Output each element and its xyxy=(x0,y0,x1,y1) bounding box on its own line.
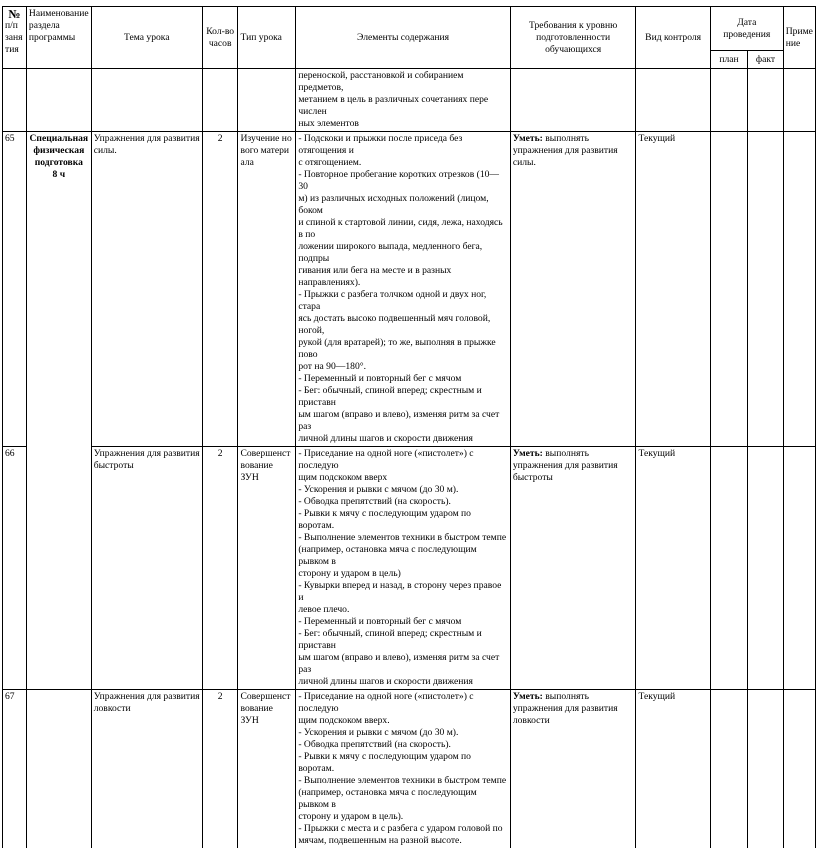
row-hours: 2 xyxy=(202,447,238,690)
header-num-sub: п/п заня тия xyxy=(5,20,24,56)
content-line: - Выполнение элементов техники в быстром темпе xyxy=(298,532,508,544)
content-line: - Рывки к мячу с последующим ударом по воротам. xyxy=(298,751,508,775)
cont-fact xyxy=(748,69,784,132)
content-line: рот на 90—180°. xyxy=(298,361,508,373)
content-line: - Прыжки с разбега толчком одной и двух ног, стара xyxy=(298,289,508,313)
content-line: - Приседание на одной ноге («пистолет») с последую xyxy=(298,448,508,472)
row-topic: Упражнения для развития силы. xyxy=(91,132,202,447)
content-line: ым шагом (вправо и влево), изменяя ритм за счет раз xyxy=(298,409,508,433)
header-control: Вид контроля xyxy=(636,7,710,69)
header-plan: план xyxy=(710,51,747,69)
header-lesson-type: Тип урока xyxy=(238,7,296,69)
content-line: - Переменный и повторный бег с мячом xyxy=(298,616,508,628)
cont-section xyxy=(26,69,91,132)
content-line: с отягощением. xyxy=(298,157,508,169)
row-topic: Упражнения для развития ловкости xyxy=(91,690,202,848)
table-row xyxy=(3,447,816,690)
row-content xyxy=(296,690,511,848)
header-num-symbol: № xyxy=(5,8,24,20)
table-row xyxy=(3,690,816,848)
content-line: - Подскоки и прыжки после приседа без отягощения и xyxy=(298,133,508,157)
section-name-cell xyxy=(26,132,91,690)
row-requirements xyxy=(510,447,636,690)
req-text: выполнять упражнения для развития быстроты xyxy=(513,448,618,483)
content-line: гивания или бега на месте и в разных направлениях). xyxy=(298,265,508,289)
content-line: личной длины шагов и скорости движения xyxy=(298,676,508,688)
cont-num xyxy=(3,69,27,132)
content-line: - Бег: обычный, спиной вперед; скрестным и приставн xyxy=(298,628,508,652)
content-line: ных элементов xyxy=(298,118,508,130)
header-topic: Тема урока xyxy=(91,7,202,69)
row-notes xyxy=(783,132,815,447)
section-name-line: Специальная xyxy=(29,133,89,145)
req-text: выполнять упражнения для развития силы. xyxy=(513,133,618,168)
content-line: сторону и ударом в цель). xyxy=(298,811,508,823)
cont-control xyxy=(636,69,710,132)
content-line: ым шагом (вправо и влево), изменяя ритм за счет раз xyxy=(298,652,508,676)
content-line: личной длины шагов и скорости движения xyxy=(298,433,508,445)
cont-req xyxy=(510,69,636,132)
content-line: - Переменный и повторный бег с мячом xyxy=(298,373,508,385)
row-content xyxy=(296,132,511,447)
req-label: Уметь: xyxy=(513,133,543,144)
content-line: рукой (для вратарей); то же, выполняя в прыжке пово xyxy=(298,337,508,361)
row-section-empty xyxy=(26,690,91,848)
row-num: 67 xyxy=(3,690,27,848)
row-fact xyxy=(748,447,784,690)
content-line: - Обводка препятствий (на скорость). xyxy=(298,496,508,508)
row-requirements xyxy=(510,690,636,848)
row-plan xyxy=(710,690,747,848)
row-requirements xyxy=(510,132,636,447)
row-control: Текущий xyxy=(636,132,710,447)
row-type: Совершенст вование ЗУН xyxy=(238,447,296,690)
continuation-row xyxy=(3,69,816,132)
row-notes xyxy=(783,690,815,848)
content-line: щим подскоком вверх. xyxy=(298,715,508,727)
cont-hours xyxy=(202,69,238,132)
row-topic: Упражнения для развития быстроты xyxy=(91,447,202,690)
row-content xyxy=(296,447,511,690)
row-plan xyxy=(710,447,747,690)
req-label: Уметь: xyxy=(513,691,543,702)
cont-topic xyxy=(91,69,202,132)
content-line: (например, остановка мяча с последующим рывком в xyxy=(298,787,508,811)
content-line: ясь достать высоко подвешенный мяч головой, ногой, xyxy=(298,313,508,337)
header-row xyxy=(3,7,816,51)
row-fact xyxy=(748,690,784,848)
req-label: Уметь: xyxy=(513,448,543,459)
content-line: ложении широкого выпада, медленного бега, подпры xyxy=(298,241,508,265)
content-line: метанием в цель в различных сочетаниях пере числен xyxy=(298,94,508,118)
section-name-line: 8 ч xyxy=(29,169,89,181)
header-notes: Приме ние xyxy=(783,7,815,69)
content-line: - Прыжки с места и с разбега с ударом головой по xyxy=(298,823,508,835)
section-name-line: физическая xyxy=(29,145,89,157)
content-line: мячам, подвешенным на разной высоте. xyxy=(298,835,508,847)
row-fact xyxy=(748,132,784,447)
content-line: (например, остановка мяча с последующим рывком в xyxy=(298,544,508,568)
table-row xyxy=(3,132,816,447)
cont-content xyxy=(296,69,511,132)
cont-plan xyxy=(710,69,747,132)
content-line: - Бег: обычный, спиной вперед; скрестным и приставн xyxy=(298,385,508,409)
row-type: Изучение но вого матери ала xyxy=(238,132,296,447)
content-line: - Ускорения и рывки с мячом (до 30 м). xyxy=(298,484,508,496)
header-section-name: Наименование раздела программы xyxy=(26,7,91,69)
row-notes xyxy=(783,447,815,690)
row-num: 65 xyxy=(3,132,27,447)
header-num xyxy=(3,7,27,69)
cont-type xyxy=(238,69,296,132)
section-name-line: подготовка xyxy=(29,157,89,169)
content-line: - Приседание на одной ноге («пистолет») с последую xyxy=(298,691,508,715)
content-line: переноской, расстановкой и собиранием предметов, xyxy=(298,70,508,94)
header-content-elements: Элементы содержания xyxy=(296,7,511,69)
content-line: щим подскоком вверх xyxy=(298,472,508,484)
header-date: Дата проведения xyxy=(710,7,783,51)
cont-notes xyxy=(783,69,815,132)
content-line: сторону и ударом в цель) xyxy=(298,568,508,580)
header-requirements: Требования к уровню подготовленности обучающихся xyxy=(510,7,636,69)
content-line: - Повторное пробегание коротких отрезков (10—30 xyxy=(298,169,508,193)
content-line: - Кувырки вперед и назад, в сторону через правое и xyxy=(298,580,508,604)
content-line: м) из различных исходных положений (лицом, боком xyxy=(298,193,508,217)
row-control: Текущий xyxy=(636,690,710,848)
content-line: - Обводка препятствий (на скорость). xyxy=(298,739,508,751)
row-control: Текущий xyxy=(636,447,710,690)
content-line: - Ускорения и рывки с мячом (до 30 м). xyxy=(298,727,508,739)
lesson-plan-table xyxy=(2,6,816,848)
content-line: - Рывки к мячу с последующим ударом по воротам. xyxy=(298,508,508,532)
header-hours: Кол-во часов xyxy=(202,7,238,69)
content-line: левое плечо. xyxy=(298,604,508,616)
req-text: выполнять упражнения для развития ловкости xyxy=(513,691,618,726)
row-hours: 2 xyxy=(202,132,238,447)
content-line: и спиной к стартовой линии, сидя, лежа, находясь в по xyxy=(298,217,508,241)
row-num: 66 xyxy=(3,447,27,690)
row-hours: 2 xyxy=(202,690,238,848)
row-type: Совершенст вование ЗУН xyxy=(238,690,296,848)
header-fact: факт xyxy=(748,51,784,69)
content-line: - Выполнение элементов техники в быстром темпе xyxy=(298,775,508,787)
row-plan xyxy=(710,132,747,447)
